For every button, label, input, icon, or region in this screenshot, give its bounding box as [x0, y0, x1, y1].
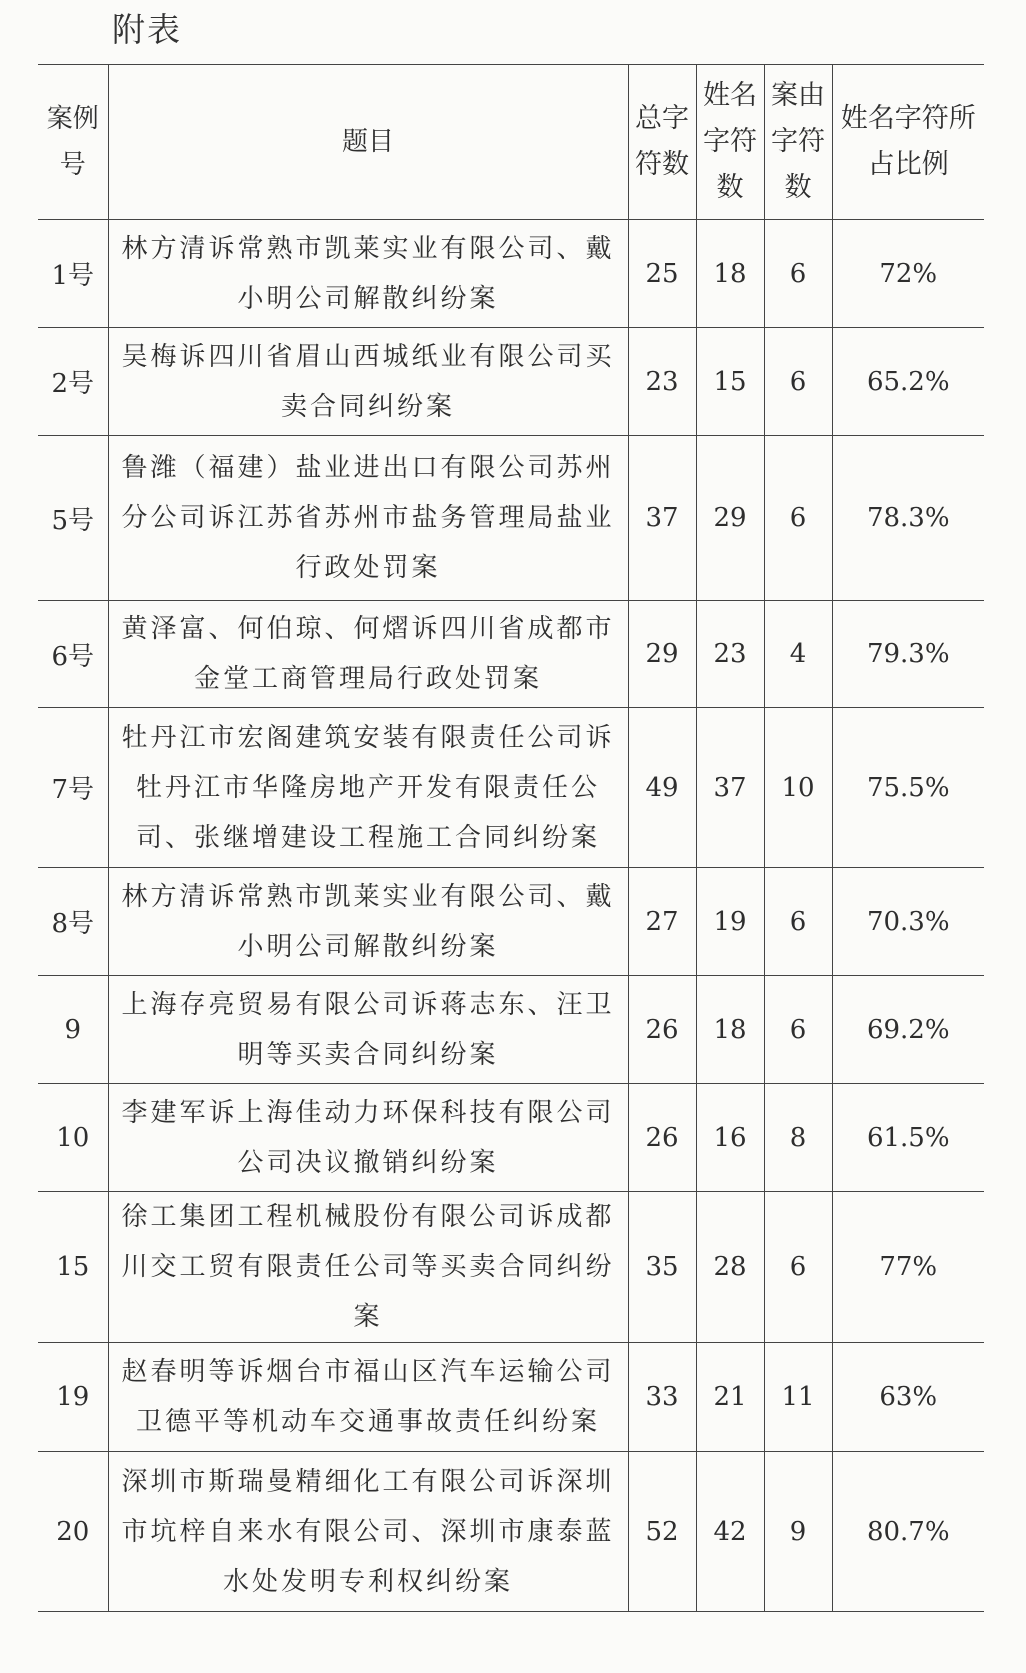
table-row — [38, 868, 984, 976]
case-no-cell: 15 — [38, 1192, 108, 1343]
name-ratio-cell: 75.5% — [832, 708, 984, 868]
header-name-chars: 姓名字符数 — [696, 65, 764, 220]
name-chars-cell: 28 — [696, 1192, 764, 1343]
header-case-no: 案例号 — [38, 65, 108, 220]
case-title-cell: 林方清诉常熟市凯莱实业有限公司、戴小明公司解散纠纷案 — [108, 868, 628, 976]
total-chars-cell: 29 — [628, 601, 696, 708]
total-chars-cell: 26 — [628, 1084, 696, 1192]
total-chars-cell: 23 — [628, 328, 696, 436]
total-chars-cell: 33 — [628, 1343, 696, 1452]
name-chars-cell: 18 — [696, 976, 764, 1084]
total-chars-cell: 27 — [628, 868, 696, 976]
name-chars-cell: 18 — [696, 220, 764, 328]
case-no-cell: 7号 — [38, 708, 108, 868]
case-title-cell: 林方清诉常熟市凯莱实业有限公司、戴小明公司解散纠纷案 — [108, 220, 628, 328]
table-row — [38, 220, 984, 328]
case-title-cell: 赵春明等诉烟台市福山区汽车运输公司卫德平等机动车交通事故责任纠纷案 — [108, 1343, 628, 1452]
cause-chars-cell: 6 — [764, 328, 832, 436]
case-title-cell: 李建军诉上海佳动力环保科技有限公司公司决议撤销纠纷案 — [108, 1084, 628, 1192]
case-no-cell: 20 — [38, 1452, 108, 1612]
name-chars-cell: 29 — [696, 436, 764, 601]
case-no-cell: 9 — [38, 976, 108, 1084]
appendix-title: 附表 — [112, 10, 182, 49]
name-chars-cell: 42 — [696, 1452, 764, 1612]
header-cause-chars: 案由字符数 — [764, 65, 832, 220]
total-chars-cell: 26 — [628, 976, 696, 1084]
name-chars-cell: 19 — [696, 868, 764, 976]
case-no-cell: 8号 — [38, 868, 108, 976]
table-row — [38, 1343, 984, 1452]
case-title-cell: 牡丹江市宏阁建筑安装有限责任公司诉牡丹江市华隆房地产开发有限责任公司、张继增建设工程施工合同纠纷案 — [108, 708, 628, 868]
table-row — [38, 1452, 984, 1612]
total-chars-cell: 35 — [628, 1192, 696, 1343]
table-row — [38, 436, 984, 601]
name-ratio-cell: 79.3% — [832, 601, 984, 708]
cause-chars-cell: 9 — [764, 1452, 832, 1612]
table-row — [38, 1192, 984, 1343]
table-row — [38, 1084, 984, 1192]
case-title-cell: 深圳市斯瑞曼精细化工有限公司诉深圳市坑梓自来水有限公司、深圳市康泰蓝水处发明专利权纠纷案 — [108, 1452, 628, 1612]
table-row — [38, 976, 984, 1084]
cause-chars-cell: 6 — [764, 868, 832, 976]
case-no-cell: 1号 — [38, 220, 108, 328]
name-chars-cell: 15 — [696, 328, 764, 436]
name-ratio-cell: 80.7% — [832, 1452, 984, 1612]
case-title-cell: 徐工集团工程机械股份有限公司诉成都川交工贸有限责任公司等买卖合同纠纷案 — [108, 1192, 628, 1343]
total-chars-cell: 52 — [628, 1452, 696, 1612]
case-no-cell: 6号 — [38, 601, 108, 708]
cause-chars-cell: 6 — [764, 1192, 832, 1343]
appendix-table — [38, 64, 984, 1612]
name-chars-cell: 23 — [696, 601, 764, 708]
case-no-cell: 5号 — [38, 436, 108, 601]
table-row — [38, 328, 984, 436]
cause-chars-cell: 8 — [764, 1084, 832, 1192]
case-no-cell: 19 — [38, 1343, 108, 1452]
table-row — [38, 708, 984, 868]
cause-chars-cell: 10 — [764, 708, 832, 868]
name-ratio-cell: 72% — [832, 220, 984, 328]
case-title-cell: 鲁潍（福建）盐业进出口有限公司苏州分公司诉江苏省苏州市盐务管理局盐业行政处罚案 — [108, 436, 628, 601]
case-no-cell: 10 — [38, 1084, 108, 1192]
name-ratio-cell: 78.3% — [832, 436, 984, 601]
cause-chars-cell: 6 — [764, 976, 832, 1084]
total-chars-cell: 49 — [628, 708, 696, 868]
cause-chars-cell: 4 — [764, 601, 832, 708]
header-title: 题目 — [108, 65, 628, 220]
name-ratio-cell: 61.5% — [832, 1084, 984, 1192]
cause-chars-cell: 11 — [764, 1343, 832, 1452]
name-ratio-cell: 69.2% — [832, 976, 984, 1084]
header-total-chars: 总字符数 — [628, 65, 696, 220]
table-row — [38, 601, 984, 708]
name-ratio-cell: 70.3% — [832, 868, 984, 976]
name-chars-cell: 16 — [696, 1084, 764, 1192]
cause-chars-cell: 6 — [764, 220, 832, 328]
name-ratio-cell: 65.2% — [832, 328, 984, 436]
name-ratio-cell: 63% — [832, 1343, 984, 1452]
name-ratio-cell: 77% — [832, 1192, 984, 1343]
cause-chars-cell: 6 — [764, 436, 832, 601]
table-header-row — [38, 65, 984, 220]
case-title-cell: 吴梅诉四川省眉山西城纸业有限公司买卖合同纠纷案 — [108, 328, 628, 436]
total-chars-cell: 37 — [628, 436, 696, 601]
case-title-cell: 上海存亮贸易有限公司诉蒋志东、汪卫明等买卖合同纠纷案 — [108, 976, 628, 1084]
header-name-ratio: 姓名字符所占比例 — [832, 65, 984, 220]
case-title-cell: 黄泽富、何伯琼、何熠诉四川省成都市金堂工商管理局行政处罚案 — [108, 601, 628, 708]
case-no-cell: 2号 — [38, 328, 108, 436]
total-chars-cell: 25 — [628, 220, 696, 328]
name-chars-cell: 37 — [696, 708, 764, 868]
name-chars-cell: 21 — [696, 1343, 764, 1452]
